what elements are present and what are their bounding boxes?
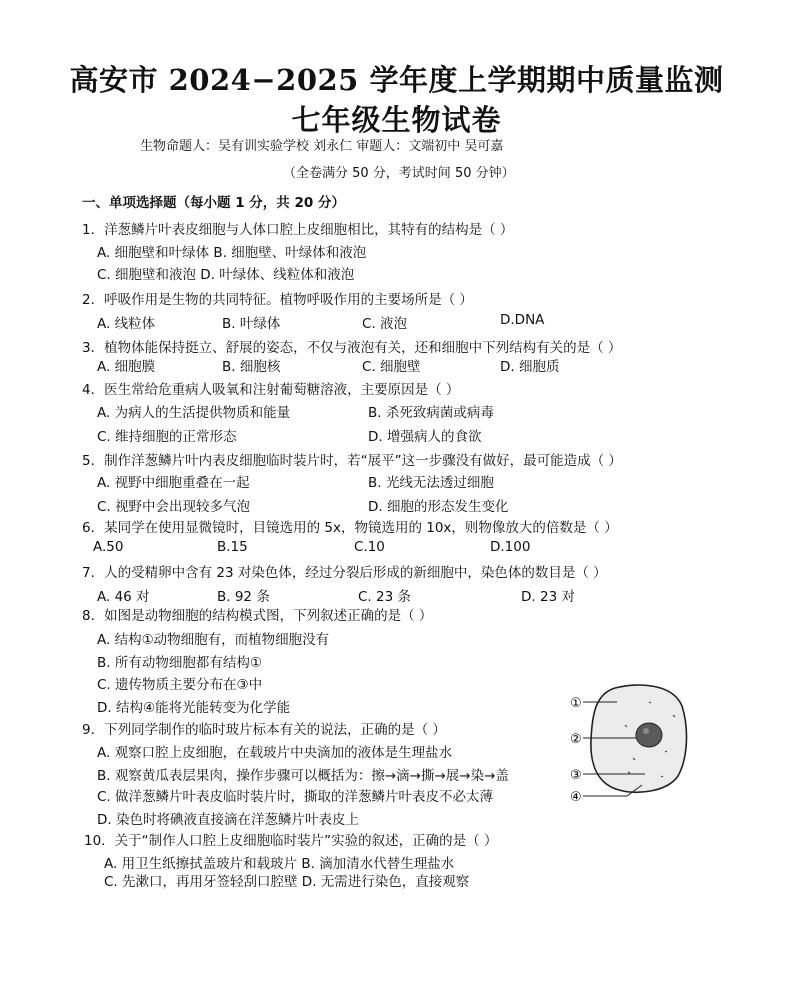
question-option: C. 维持细胞的正常形态 bbox=[97, 429, 237, 445]
question-option: D. 增强病人的食欲 bbox=[368, 429, 482, 445]
question-option: A. 观察口腔上皮细胞，在载玻片中央滴加的液体是生理盐水 bbox=[97, 745, 453, 761]
question-stem: 7．人的受精卵中含有 23 对染色体，经过分裂后形成的新细胞中，染色体的数目是（ ） bbox=[82, 565, 607, 581]
question-option: C.10 bbox=[354, 539, 385, 555]
question-stem: 5．制作洋葱鳞片叶内表皮细胞临时装片时，若“展平”这一步骤没有做好，最可能造成（ ） bbox=[82, 453, 622, 469]
nucleolus bbox=[643, 728, 649, 734]
question-option: B. 所有动物细胞都有结构① bbox=[97, 655, 262, 671]
question-option: A. 结构①动物细胞有，而植物细胞没有 bbox=[97, 632, 330, 648]
question-option: C. 做洋葱鳞片叶表皮临时装片时，撕取的洋葱鳞片叶表皮不必太薄 bbox=[97, 789, 494, 805]
question-stem: 10．关于“制作人口腔上皮细胞临时装片”实验的叙述，正确的是（ ） bbox=[84, 833, 498, 849]
question-option: D.100 bbox=[490, 539, 531, 555]
question-option: D. 23 对 bbox=[521, 589, 575, 605]
authors-line: 生物命题人：吴有训实验学校 刘永仁 审题人：文端初中 吴可嘉 bbox=[140, 139, 504, 154]
exam-title-line1: 高安市 2024−2025 学年度上学期期中质量监测 bbox=[69, 63, 724, 97]
question-option: B. 叶绿体 bbox=[222, 316, 281, 332]
question-option: B. 光线无法透过细胞 bbox=[368, 475, 494, 491]
question-option: A. 细胞壁和叶绿体 B. 细胞壁、叶绿体和液泡 bbox=[97, 245, 367, 261]
animal-cell-diagram bbox=[565, 680, 715, 805]
question-option: B.15 bbox=[217, 539, 248, 555]
question-option: C. 视野中会出现较多气泡 bbox=[97, 499, 251, 515]
question-option: D. 细胞的形态发生变化 bbox=[368, 499, 509, 515]
question-option: C. 细胞壁 bbox=[362, 359, 421, 375]
question-stem: 1．洋葱鳞片叶表皮细胞与人体口腔上皮细胞相比，其特有的结构是（ ） bbox=[82, 222, 514, 238]
question-option: B. 杀死致病菌或病毒 bbox=[368, 405, 494, 421]
question-option: C. 23 条 bbox=[358, 589, 411, 605]
question-option: A. 为病人的生活提供物质和能量 bbox=[97, 405, 291, 421]
question-stem: 6．某同学在使用显微镜时，目镜选用的 5x，物镜选用的 10x，则物像放大的倍数是（ ） bbox=[82, 520, 618, 536]
question-option: B. 92 条 bbox=[217, 589, 270, 605]
question-option: B. 观察黄瓜表层果肉，操作步骤可以概括为：擦→滴→撕→展→染→盖 bbox=[97, 768, 509, 784]
question-stem: 2．呼吸作用是生物的共同特征。植物呼吸作用的主要场所是（ ） bbox=[82, 292, 473, 308]
question-option: D. 染色时将碘液直接滴在洋葱鳞片叶表皮上 bbox=[97, 812, 359, 828]
question-option: D.DNA bbox=[500, 312, 545, 328]
exam-info: （全卷满分 50 分，考试时间 50 分钟） bbox=[283, 166, 515, 181]
question-option: D. 细胞质 bbox=[500, 359, 560, 375]
question-stem: 3．植物体能保持挺立、舒展的姿态，不仅与液泡有关，还和细胞中下列结构有关的是（ ） bbox=[82, 340, 622, 356]
question-option: A.50 bbox=[93, 539, 124, 555]
section-heading: 一、单项选择题（每小题 1 分，共 20 分） bbox=[82, 195, 345, 211]
question-option: C. 液泡 bbox=[362, 316, 408, 332]
question-option: A. 线粒体 bbox=[97, 316, 156, 332]
question-option: D. 结构④能将光能转变为化学能 bbox=[97, 700, 291, 716]
question-stem: 4．医生常给危重病人吸氧和注射葡萄糖溶液，主要原因是（ ） bbox=[82, 382, 460, 398]
label-4: ④ bbox=[570, 790, 582, 805]
question-option: C. 先漱口，再用牙签轻刮口腔壁 D. 无需进行染色，直接观察 bbox=[104, 874, 470, 890]
question-stem: 8．如图是动物细胞的结构模式图，下列叙述正确的是（ ） bbox=[82, 608, 433, 624]
label-1: ① bbox=[570, 696, 582, 711]
question-option: A. 视野中细胞重叠在一起 bbox=[97, 475, 250, 491]
question-option: A. 细胞膜 bbox=[97, 359, 156, 375]
question-option: B. 细胞核 bbox=[222, 359, 281, 375]
question-stem: 9．下列同学制作的临时玻片标本有关的说法，正确的是（ ） bbox=[82, 722, 446, 738]
question-option: A. 用卫生纸擦拭盖玻片和载玻片 B. 滴加清水代替生理盐水 bbox=[104, 856, 455, 872]
label-3: ③ bbox=[570, 768, 582, 783]
exam-title-line2: 七年级生物试卷 bbox=[291, 103, 502, 137]
cell-nucleus bbox=[636, 723, 662, 747]
question-option: C. 细胞壁和液泡 D. 叶绿体、线粒体和液泡 bbox=[97, 267, 355, 283]
label-2: ② bbox=[570, 732, 582, 747]
question-option: A. 46 对 bbox=[97, 589, 150, 605]
question-option: C. 遗传物质主要分布在③中 bbox=[97, 677, 263, 693]
